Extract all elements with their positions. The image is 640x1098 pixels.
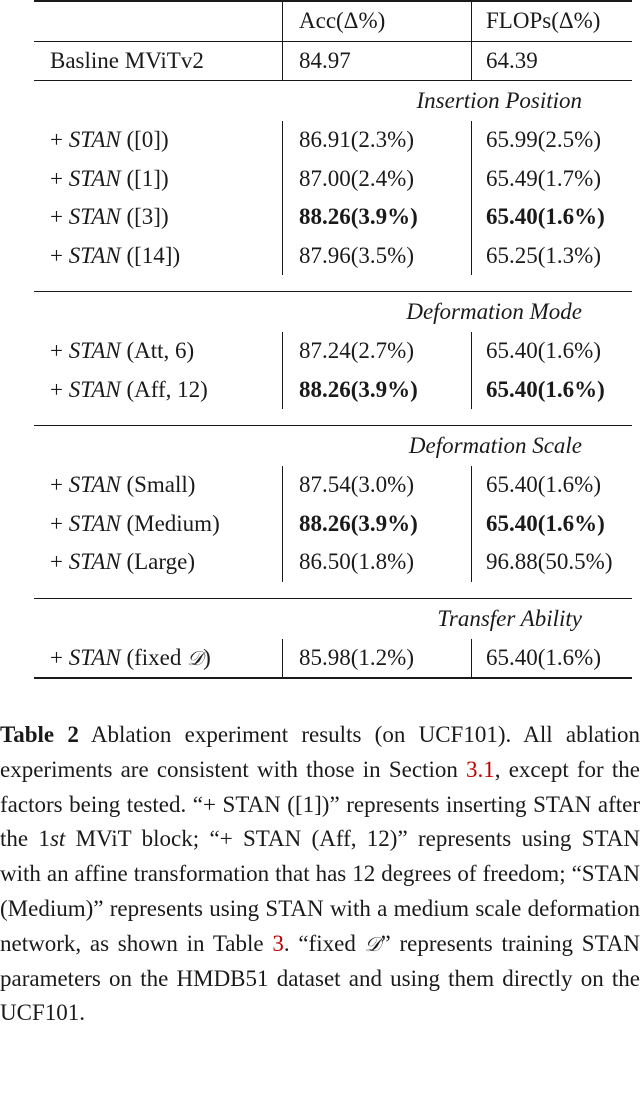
table-row [34, 160, 632, 199]
spacer-row [34, 582, 632, 599]
method-args: (fixed [120, 644, 188, 670]
acc-value: 86.91(2.3%) [283, 121, 472, 160]
method-cell [34, 237, 283, 276]
method-cell [34, 371, 283, 410]
table-row [34, 121, 632, 160]
method-prefix: + [50, 644, 69, 670]
method-args: (Large) [120, 549, 195, 575]
caption-label: Table 2 [0, 722, 79, 747]
method-cell [34, 121, 283, 160]
flops-value: 65.25(1.3%) [472, 237, 633, 276]
method-prefix: + [50, 510, 69, 536]
flops-value: 65.99(2.5%) [472, 121, 633, 160]
method-prefix: + [50, 472, 69, 498]
caption-text: . “fixed [283, 930, 365, 956]
method-name: STAN [68, 644, 121, 670]
baseline-row [34, 41, 632, 81]
method-cell [34, 466, 283, 505]
table-row [34, 543, 632, 582]
caption-calligraphic-d: 𝒟 [364, 931, 381, 956]
method-args: ([3]) [120, 204, 169, 230]
caption-text: Ablation experiment results (on UCF101). All ablation experiments are consistent with those in Section [0, 722, 640, 782]
method-args-close: ) [203, 644, 211, 670]
method-args: (Att, 6) [120, 338, 195, 364]
method-prefix: + [50, 338, 69, 364]
caption-text: MViT block; “+ STAN (Aff, 12)” represents using STAN with an affine transformation that has 12 degrees of freedom; “STAN (Medium)” represents using STAN with a medium scale deformation network, as shown in Table [0, 826, 640, 956]
flops-value: 65.40(1.6%) [472, 639, 633, 679]
method-name: STAN [68, 376, 121, 402]
section-title: Deformation Scale [34, 426, 632, 467]
method-name: STAN [68, 242, 121, 268]
method-prefix: + [50, 204, 69, 230]
caption-ordinal-suffix: st [49, 826, 66, 852]
header-empty-cell [34, 1, 283, 41]
spacer-cell [34, 275, 632, 292]
flops-value: 96.88(50.5%) [472, 543, 633, 582]
caption-text: , except for the factors being tested. “+ STAN ([1])” represents inserting STAN after the 1 [0, 756, 640, 852]
section-row [34, 598, 632, 639]
table-row [34, 371, 632, 410]
table-row [34, 466, 632, 505]
acc-value: 88.26(3.9%) [283, 198, 472, 237]
table-caption [0, 718, 640, 1031]
method-cell [34, 160, 283, 199]
header-acc: Acc(Δ%) [283, 1, 472, 41]
section-title: Deformation Mode [34, 292, 632, 333]
section-title: Transfer Ability [34, 598, 632, 639]
header-flops: FLOPs(Δ%) [472, 1, 633, 41]
header-row [34, 1, 632, 41]
method-prefix: + [50, 127, 69, 153]
table-row [34, 198, 632, 237]
acc-value: 86.50(1.8%) [283, 543, 472, 582]
table-row [34, 332, 632, 371]
method-name: STAN [68, 549, 121, 575]
baseline-flops: 64.39 [472, 41, 633, 81]
method-prefix: + [50, 165, 69, 191]
method-cell [34, 332, 283, 371]
section-row [34, 81, 632, 122]
method-name: STAN [68, 204, 121, 230]
method-args: ([14]) [120, 242, 181, 268]
flops-value: 65.40(1.6%) [472, 505, 633, 544]
flops-value: 65.40(1.6%) [472, 371, 633, 410]
method-prefix: + [50, 376, 69, 402]
spacer-row [34, 275, 632, 292]
spacer-row [34, 409, 632, 426]
method-cell [34, 198, 283, 237]
method-args: (Medium) [120, 510, 220, 536]
section-ref-link[interactable]: 3.1 [466, 756, 495, 782]
table-ref-link[interactable]: 3 [272, 930, 284, 956]
acc-value: 85.98(1.2%) [283, 639, 472, 679]
method-prefix: + [50, 242, 69, 268]
method-args: ([0]) [120, 127, 169, 153]
flops-value: 65.49(1.7%) [472, 160, 633, 199]
acc-value: 88.26(3.9%) [283, 505, 472, 544]
section-title: Insertion Position [34, 81, 632, 122]
acc-value: 88.26(3.9%) [283, 371, 472, 410]
acc-value: 87.54(3.0%) [283, 466, 472, 505]
section-row [34, 292, 632, 333]
caption-text: ” represents training STAN parameters on the HMDB51 dataset and using them directly on the UCF101. [0, 930, 640, 1026]
baseline-label: Basline MViTv2 [34, 41, 283, 81]
method-name: STAN [68, 338, 121, 364]
table-row [34, 237, 632, 276]
calligraphic-d-symbol: 𝒟 [187, 645, 204, 670]
method-args: (Small) [120, 472, 196, 498]
method-cell [34, 639, 283, 679]
section-row [34, 426, 632, 467]
table-row [34, 639, 632, 679]
table-row [34, 505, 632, 544]
flops-value: 65.40(1.6%) [472, 466, 633, 505]
acc-value: 87.96(3.5%) [283, 237, 472, 276]
method-name: STAN [68, 472, 121, 498]
spacer-cell [34, 409, 632, 426]
flops-value: 65.40(1.6%) [472, 332, 633, 371]
method-name: STAN [68, 510, 121, 536]
method-cell [34, 505, 283, 544]
acc-value: 87.00(2.4%) [283, 160, 472, 199]
method-name: STAN [68, 127, 121, 153]
spacer-cell [34, 582, 632, 599]
baseline-acc: 84.97 [283, 41, 472, 81]
method-name: STAN [68, 165, 121, 191]
acc-value: 87.24(2.7%) [283, 332, 472, 371]
method-args: (Aff, 12) [120, 376, 208, 402]
method-prefix: + [50, 549, 69, 575]
method-cell [34, 543, 283, 582]
method-args: ([1]) [120, 165, 169, 191]
flops-value: 65.40(1.6%) [472, 198, 633, 237]
ablation-table [34, 0, 632, 679]
